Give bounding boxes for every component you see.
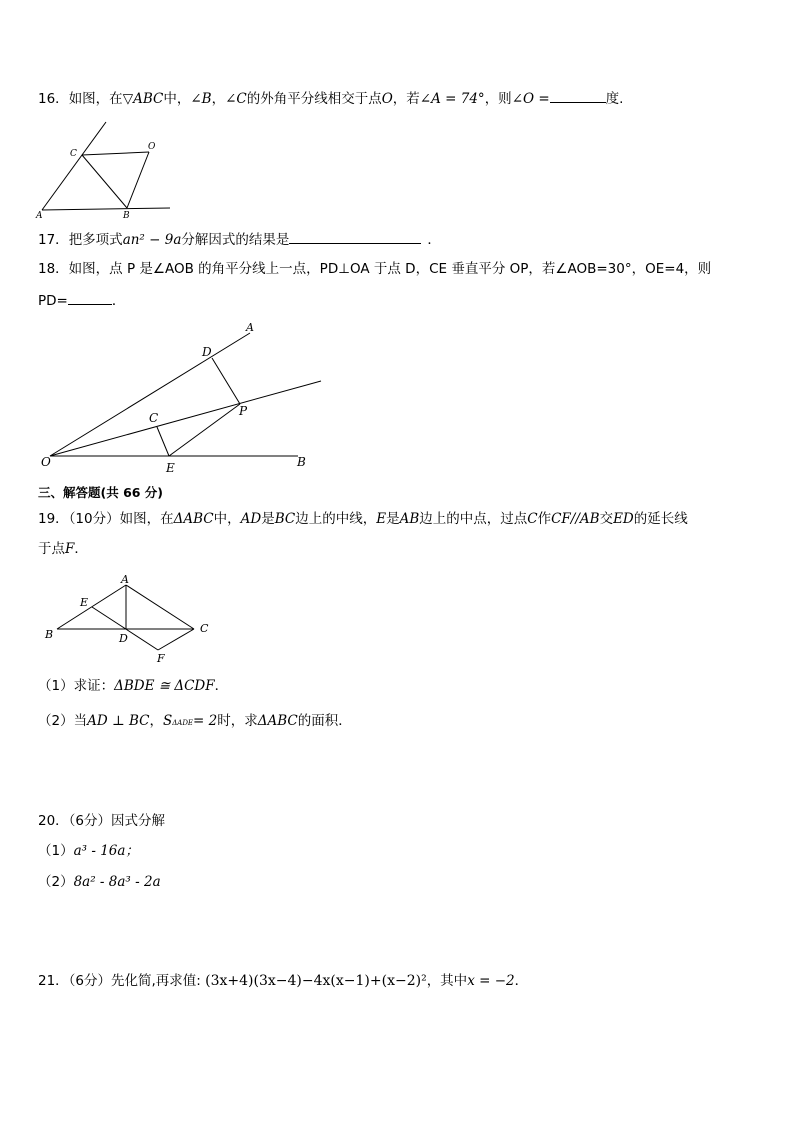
q18-text-part: ． [111,293,126,309]
q16-label-a: A [36,211,43,221]
q21-text [38,972,528,990]
q16-angle-a: ∠A = 74° [419,91,485,107]
q19-text-part: 于点 [38,541,65,557]
q19-label-d: D [119,632,128,645]
q19-sub2-math: AD ⊥ BC [87,713,150,729]
q19-line2 [38,540,88,558]
q19-sub1-math: ΔBDE ≅ ΔCDF [114,678,215,694]
q19-text-part: 中， [213,511,241,527]
q16-text [38,88,623,108]
q19-math: BC [274,511,296,527]
q18-label-b: B [297,455,306,469]
q20-sub1-label: （1） [38,843,74,859]
q19-label-f: F [157,652,165,665]
q19-label-b: B [45,628,54,641]
q17-number: 17． [38,232,69,248]
q19-label-e: E [80,596,89,609]
q19-text-part: 作 [537,511,552,527]
q19-text-part: 交 [599,511,614,527]
q21-condition: x = −2 [467,973,515,989]
q19-text-part: 是 [386,511,400,527]
q21-head: 21．（6分）先化简,再求值: [38,973,201,989]
q19-math: C [527,511,538,527]
q19-text-part: （10分）如图，在 [68,511,174,527]
q16-angle-c: ∠C [225,91,247,107]
q16-answer-blank [550,88,606,103]
q17-text [38,229,441,249]
q18-label-p: P [239,404,248,418]
q16-label-c: C [70,149,77,159]
q17-answer-blank [289,229,421,244]
q16-text-part: 的外角平分线相交于点 [246,91,382,107]
q16-angle-b: ∠B [190,91,212,107]
q16-text-part: 度. [605,91,624,107]
q21-expression: (3x+4)(3x−4)−4x(x−1)+(x−2)² [205,973,427,989]
q19-figure [40,572,220,666]
q16-text-part: 如图，在 [68,91,123,107]
q16-text-part: ，若 [392,91,420,107]
q18-label-o: O [41,455,51,469]
q16-angle-o: ∠O = [511,91,550,107]
q16-number: 16． [38,91,69,107]
q18-answer-blank [68,290,112,305]
q19-line1 [38,510,688,528]
q16-text-part: ，则 [484,91,512,107]
q20-sub2-label: （2） [38,874,74,890]
q19-text-part: 边上的中点，过点 [419,511,528,527]
q18-figure [36,318,330,478]
q19-text-part: 的面积． [297,713,352,729]
q16-text-part: 中， [163,91,191,107]
q18-line1: 18．如图，点 P 是∠AOB 的角平分线上一点，PD⊥OA 于点 D，CE 垂直平分 OP，若∠AOB=30°，OE=4，则 [38,261,712,277]
q19-sub1 [38,677,228,695]
q18-text-part: PD= [38,293,68,309]
q19-text-part: ， [149,713,163,729]
q16-figure [34,118,184,222]
q19-math: AB [399,511,420,527]
q20-sub2-expr: 8a² - 8a³ - 2a [73,874,161,890]
q16-point-o: O [381,91,393,107]
q16-label-o: O [148,142,156,152]
q19-text-part: 是 [261,511,275,527]
q17-expression: an² − 9a [122,232,182,248]
q18-label-c: C [149,411,159,425]
q20-sub1-expr: a³ - 16a； [73,843,139,859]
q19-math: ΔABC [173,511,214,527]
q19-sub2-math: = 2 [193,713,218,729]
q19-sub2 [38,712,352,732]
q20-sub1 [38,842,139,860]
q21-text-part: ． [514,973,529,989]
q19-text-part: 边上的中线， [295,511,377,527]
q19-text-part: ． [74,541,88,557]
q17-text-part: 分解因式的结果是 [181,232,290,248]
q19-sub2-label: （2）当 [38,713,88,729]
q20-head: 20．（6分）因式分解 [38,813,166,829]
q21-text-part: ，其中 [426,973,468,989]
q19-sub2-area: S [162,713,173,729]
q19-text-part: ． [214,678,229,694]
q18-label-e: E [166,461,175,475]
q17-text-part: 把多项式 [68,232,123,248]
q19-sub1-label: （1）求证： [38,678,115,694]
q20-sub2 [38,873,161,891]
q19-sub2-subscript: ΔADE [172,719,194,727]
q16-label-b: B [123,211,130,221]
q18-label-a: A [246,321,254,334]
q18-label-d: D [202,345,212,359]
q19-text-part: 时，求 [217,713,258,729]
q17-text-part: ． [427,232,441,248]
q19-label-c: C [200,622,209,635]
q19-label-a: A [121,573,129,586]
q19-math: AD [240,511,262,527]
q16-text-part: ， [211,91,226,107]
section-heading: 三、解答题(共 66 分) [38,485,164,500]
q19-math: E [376,511,387,527]
q19-math: CF//AB [551,511,600,527]
q19-sub2-math: ΔABC [257,713,298,729]
q19-number: 19． [38,511,69,527]
q18-line2 [38,290,125,310]
q19-math: ED [613,511,634,527]
q19-text-part: 的延长线 [633,511,688,527]
q19-math: F [65,541,75,557]
q16-triangle: ▽ABC [122,91,164,107]
